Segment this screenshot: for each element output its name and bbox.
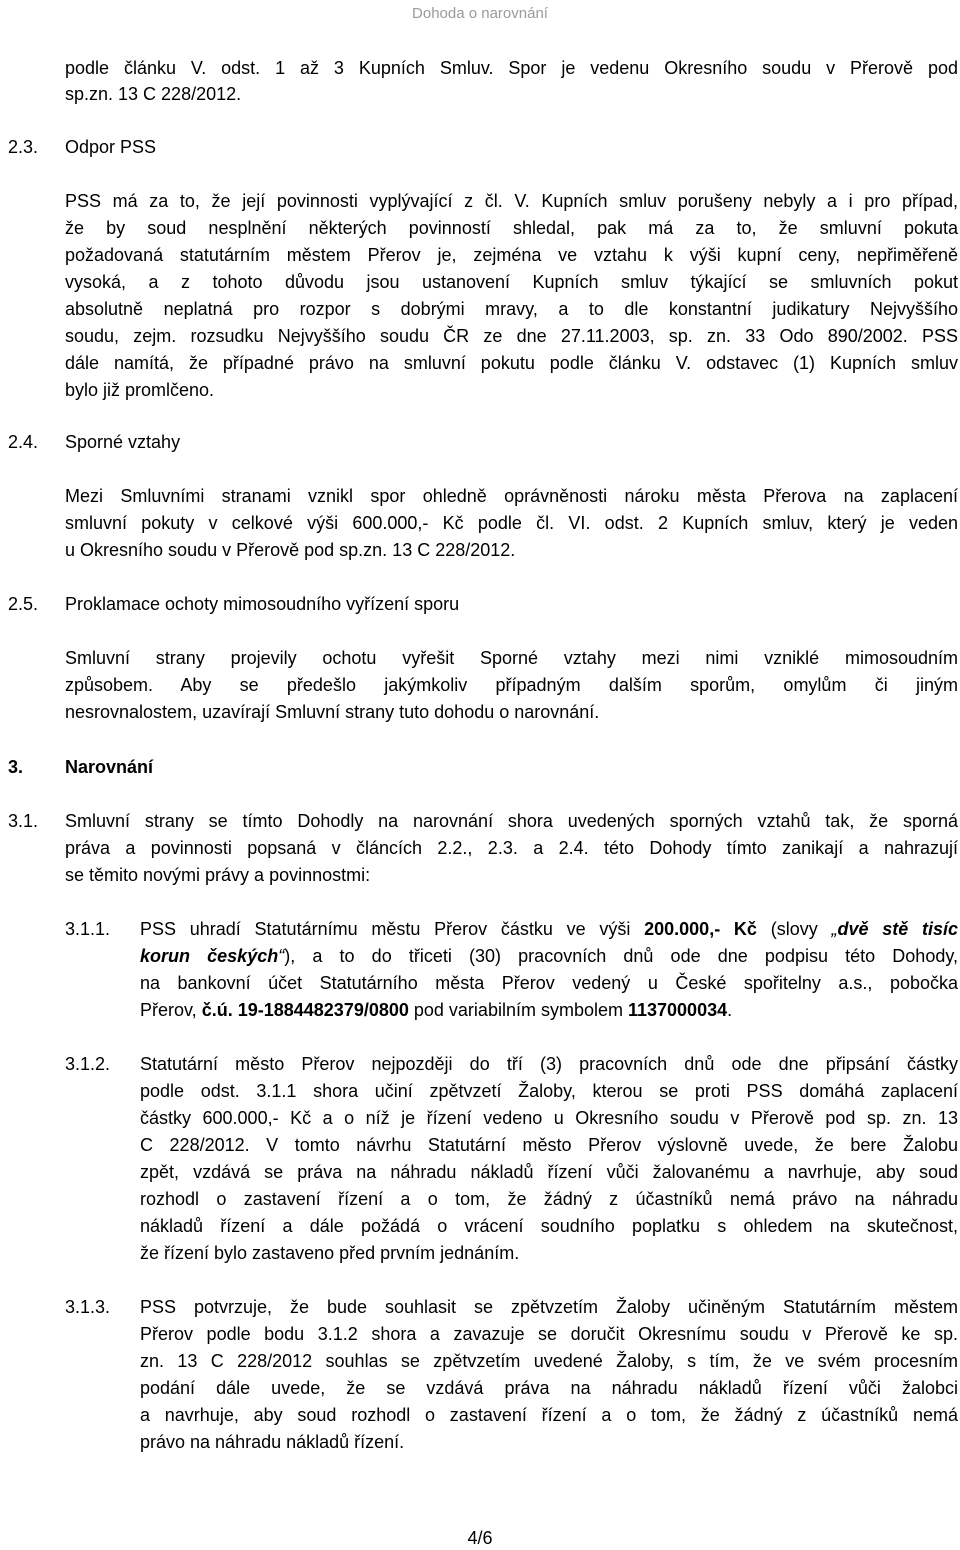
text-segment: absolutně neplatná pro rozpor s dobrými mravy, a to dle konstantní judikatury Nejvyššího [65, 299, 958, 319]
text-line [140, 944, 958, 970]
text-segment: Proklamace ochoty mimosoudního vyřízení sporu [65, 594, 460, 614]
page-number: 4/6 [467, 1528, 493, 1548]
text-segment: 3.1. [8, 811, 39, 831]
text-line [65, 216, 958, 242]
text-segment: že by soud nesplnění některých povinností shledal, pak má za to, že smluvní pokuta [65, 218, 958, 238]
text-segment: bylo již promlčeno. [65, 380, 215, 400]
text-segment: 1137000034 [627, 1000, 728, 1020]
text-segment: a navrhuje, aby soud rozhodl o zastavení řízení a o tom, že žádný z účastníků nemá [140, 1405, 958, 1425]
text-segment: Mezi Smluvními stranami vznikl spor ohledně oprávněnosti nároku města Přerova na zaplacení [65, 486, 958, 506]
text-segment: smluvní pokuty v celkové výši 600.000,- Kč podle čl. VI. odst. 2 Kupních smluv, který je veden [65, 513, 958, 533]
text-segment: (slovy [756, 919, 832, 939]
text-segment: způsobem. Aby se předešlo jakýmkoliv případným dalším sporům, omylům či jiným [65, 675, 958, 695]
text-line [65, 511, 958, 537]
text-line [140, 1376, 958, 1402]
text-segment: sp.zn. 13 C 228/2012. [65, 84, 242, 104]
text-segment: PSS potvrzuje, že bude souhlasit se zpětvzetím Žaloby učiněným Statutárním městem [140, 1297, 958, 1317]
text-line [140, 1187, 958, 1213]
text-segment: 3. [8, 757, 24, 777]
text-line [65, 243, 958, 269]
text-segment: Statutární město Přerov nejpozději do tří (3) pracovních dnů ode dne připsání částky [140, 1054, 958, 1074]
text-line [65, 324, 958, 350]
text-segment: 19-1884482379/0800 [237, 1000, 409, 1020]
text-segment: Narovnání [65, 757, 154, 777]
text-segment: ), a to do třiceti (30) pracovních dnů ode dne podpisu této Dohody, [284, 946, 958, 966]
text-segment: 3.1.2. [65, 1054, 111, 1074]
text-segment: 3.1.1. [65, 919, 111, 939]
text-line [140, 1052, 958, 1078]
text-line [65, 82, 241, 108]
text-segment: pod variabilním symbolem [408, 1000, 628, 1020]
text-line [65, 430, 180, 456]
text-segment: C 228/2012. V tomto návrhu Statutární město Přerov výslovně uvede, že bere Žalobu [140, 1135, 958, 1155]
text-segment: 2.5. [8, 594, 39, 614]
text-line [65, 863, 370, 889]
text-line [140, 998, 732, 1024]
text-segment: dvě stě tisíc [837, 919, 958, 939]
text-line [65, 56, 958, 82]
text-line [140, 1295, 958, 1321]
text-line [65, 135, 156, 161]
text-line [8, 135, 38, 161]
text-segment: . [727, 1000, 733, 1020]
text-segment: 2.3. [8, 137, 39, 157]
text-line [140, 1133, 958, 1159]
text-line [65, 297, 958, 323]
text-line [65, 270, 958, 296]
text-line [140, 971, 958, 997]
text-line [65, 700, 599, 726]
text-segment: Smluvní strany projevily ochotu vyřešit Sporné vztahy mezi nimi vzniklé mimosoudním [65, 648, 958, 668]
text-segment: na bankovní účet Statutárního města Přerov vedený u České spořitelny a.s., pobočka [140, 973, 958, 993]
text-segment: Přerov, [140, 1000, 202, 1020]
text-segment: „ [831, 919, 838, 939]
text-segment: vysoká, a z tohoto důvodu jsou ustanovení Kupních smluv týkající se smluvních pokut [65, 272, 958, 292]
text-line [65, 1052, 110, 1078]
text-segment: podle článku V. odst. 1 až 3 Kupních Smluv. Spor je vedenu Okresního soudu v Přerově pod [65, 58, 958, 78]
text-line [140, 1430, 404, 1456]
text-line [65, 809, 958, 835]
text-segment: podání dále uvede, že se vzdává práva na náhradu nákladů řízení vůči žalobci [140, 1378, 958, 1398]
text-line [8, 755, 23, 781]
text-segment: 2.4. [8, 432, 39, 452]
text-segment: dále namítá, že případné právo na smluvní pokutu podle článku V. odstavec (1) Kupních smluv [65, 353, 958, 373]
text-segment: PSS uhradí Statutárnímu městu Přerov částku ve výši [140, 919, 645, 939]
text-segment: Odpor PSS [65, 137, 157, 157]
text-line [140, 1349, 958, 1375]
text-line [65, 189, 958, 215]
text-line [65, 592, 459, 618]
text-line [140, 1214, 958, 1240]
text-segment: Přerov podle bodu 3.1.2 shora a zavazuje se doručit Okresnímu soudu v Přerově ke sp. [140, 1324, 958, 1344]
text-line [65, 1295, 110, 1321]
text-line [8, 592, 38, 618]
text-line [8, 809, 38, 835]
text-segment: 3.1.3. [65, 1297, 111, 1317]
text-line [140, 1241, 519, 1267]
text-line [65, 484, 958, 510]
text-segment: nesrovnalostem, uzavírají Smluvní strany tuto dohodu o narovnání. [65, 702, 600, 722]
text-segment: zn. 13 C 228/2012 souhlas se zpětvzetím uvedené Žaloby, s tím, že ve svém procesním [140, 1351, 958, 1371]
text-segment: rozhodl o zastavení řízení a o tom, že žádný z účastníků nemá právo na náhradu [140, 1189, 958, 1209]
text-segment: nákladů řízení a dále požádá o vrácení soudního poplatku s ohledem na skutečnost, [140, 1216, 958, 1236]
text-segment: 200.000,- Kč [644, 919, 757, 939]
text-line [140, 917, 958, 943]
text-line [65, 538, 515, 564]
text-segment: PSS má za to, že její povinnosti vyplývající z čl. V. Kupních smluv porušeny nebyly a i pro případ, [65, 191, 958, 211]
text-segment: č.ú. [201, 1000, 233, 1020]
text-segment: korun českých [140, 946, 279, 966]
text-line [65, 378, 214, 404]
text-segment: Sporné vztahy [65, 432, 181, 452]
text-line [65, 755, 153, 781]
text-segment: požadovaná statutárním městem Přerov je, zejména ve vztahu k výši kupní ceny, nepřiměřeně [65, 245, 958, 265]
text-line [8, 430, 38, 456]
text-line [65, 673, 958, 699]
page-header: Dohoda o narovnání [412, 5, 548, 22]
text-segment: práva a povinnosti popsaná v článcích 2.2., 2.3. a 2.4. této Dohody tímto zanikají a nahrazují [65, 838, 958, 858]
text-line [140, 1079, 958, 1105]
text-segment: u Okresního soudu v Přerově pod sp.zn. 13 C 228/2012. [65, 540, 516, 560]
text-line [140, 1322, 958, 1348]
text-segment: se těmito novými právy a povinnostmi: [65, 865, 371, 885]
text-segment: podle odst. 3.1.1 shora učiní zpětvzetí Žaloby, kterou se proti PSS domáhá zaplacení [140, 1081, 958, 1101]
text-line [65, 836, 958, 862]
text-line [65, 351, 958, 377]
text-line [140, 1106, 958, 1132]
text-segment: soudu, zejm. rozsudku Nejvyššího soudu ČR ze dne 27.11.2003, sp. zn. 33 Odo 890/2002. PSS [65, 326, 958, 346]
text-line [65, 646, 958, 672]
text-line [65, 917, 110, 943]
text-segment: Smluvní strany se tímto Dohodly na narovnání shora uvedených sporných vztahů tak, že sporná [65, 811, 958, 831]
text-segment: že řízení bylo zastaveno před prvním jednáním. [140, 1243, 520, 1263]
text-segment: právo na náhradu nákladů řízení. [140, 1432, 405, 1452]
text-segment: zpět, vzdává se práva na náhradu nákladů řízení vůči žalovanému a navrhuje, aby soud [140, 1162, 958, 1182]
text-segment: částky 600.000,- Kč a o níž je řízení vedeno u Okresního soudu v Přerově pod sp. zn. 13 [140, 1108, 958, 1128]
text-line [140, 1403, 958, 1429]
text-line [140, 1160, 958, 1186]
text-segment: “ [278, 946, 285, 966]
